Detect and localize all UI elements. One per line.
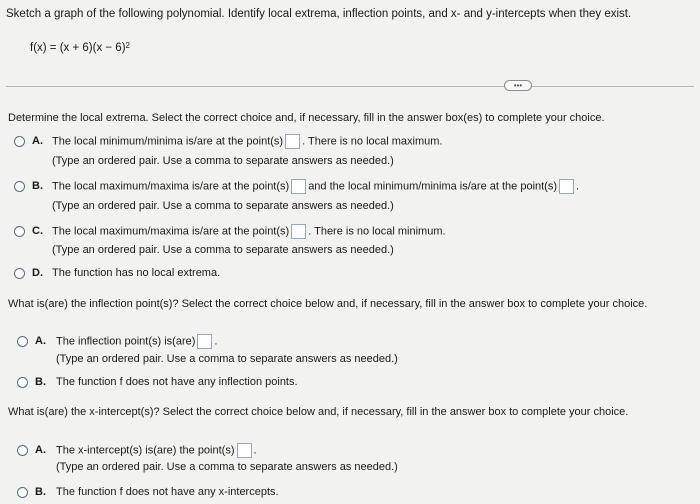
q1-option-a-radio[interactable] xyxy=(14,136,25,147)
problem-prompt: Sketch a graph of the following polynomial. Identify local extrema, inflection points, and x- and y-intercepts when they exist. xyxy=(6,8,632,20)
q1-option-b-post: . xyxy=(576,180,580,193)
q2-option-a-radio[interactable] xyxy=(17,336,28,347)
q3-option-b-letter: B. xyxy=(35,486,46,498)
q3-option-a-answer-box[interactable] xyxy=(237,443,252,458)
more-options-button[interactable]: ••• xyxy=(504,80,532,91)
formula-exponent: 2 xyxy=(125,41,130,50)
q1-option-b-answer-box-min[interactable] xyxy=(559,179,574,194)
q2-option-a-hint: (Type an ordered pair. Use a comma to separate answers as needed.) xyxy=(56,353,398,365)
question-local-extrema: Determine the local extrema. Select the correct choice and, if necessary, fill in the answer box(es) to complete your choice. xyxy=(8,112,605,124)
q2-option-a-pre: The inflection point(s) is(are) xyxy=(56,335,196,348)
q1-option-b-answer-box-max[interactable] xyxy=(291,179,306,194)
q2-option-a-post: . xyxy=(214,335,218,348)
q1-option-a-hint: (Type an ordered pair. Use a comma to separate answers as needed.) xyxy=(52,155,394,167)
q2-option-b-letter: B. xyxy=(35,376,46,388)
q1-option-c-radio[interactable] xyxy=(14,226,25,237)
q1-option-c-answer-box[interactable] xyxy=(291,224,306,239)
q3-option-a-text xyxy=(56,443,257,458)
q1-option-c-post: . There is no local minimum. xyxy=(308,225,446,238)
q1-option-d-text: The function has no local extrema. xyxy=(52,267,221,279)
q1-option-b-hint: (Type an ordered pair. Use a comma to separate answers as needed.) xyxy=(52,200,394,212)
q2-option-b-text: The function f does not have any inflection points. xyxy=(56,376,298,388)
q1-option-b-letter: B. xyxy=(32,180,43,192)
q1-option-d-letter: D. xyxy=(32,267,43,279)
problem-formula xyxy=(30,42,130,54)
q3-option-a-letter: A. xyxy=(35,444,46,456)
q1-option-c-letter: C. xyxy=(32,225,43,237)
q3-option-a-radio[interactable] xyxy=(17,445,28,456)
q1-option-b-mid: and the local minimum/minima is/are at the point(s) xyxy=(308,180,558,193)
question-inflection-points: What is(are) the inflection point(s)? Select the correct choice below and, if necessary, fill in the answer box to complete your choice. xyxy=(8,298,648,310)
q3-option-a-post: . xyxy=(253,444,257,457)
q3-option-a-hint: (Type an ordered pair. Use a comma to separate answers as needed.) xyxy=(56,461,398,473)
formula-base: f(x) = (x + 6)(x − 6) xyxy=(30,42,126,54)
q1-option-c-pre: The local maximum/maxima is/are at the point(s) xyxy=(52,225,290,238)
q1-option-a-text xyxy=(52,134,442,149)
q1-option-c-text xyxy=(52,224,446,239)
q2-option-a-answer-box[interactable] xyxy=(197,334,212,349)
q1-option-a-pre: The local minimum/minima is/are at the point(s) xyxy=(52,135,284,148)
q2-option-a-text xyxy=(56,334,217,349)
section-divider xyxy=(6,86,694,87)
q1-option-a-post: . There is no local maximum. xyxy=(302,135,443,148)
q1-option-c-hint: (Type an ordered pair. Use a comma to separate answers as needed.) xyxy=(52,244,394,256)
q3-option-a-pre: The x-intercept(s) is(are) the point(s) xyxy=(56,444,235,457)
q3-option-b-radio[interactable] xyxy=(17,487,28,498)
q2-option-a-letter: A. xyxy=(35,335,46,347)
q1-option-b-radio[interactable] xyxy=(14,181,25,192)
q1-option-b-pre: The local maximum/maxima is/are at the point(s) xyxy=(52,180,290,193)
q1-option-a-answer-box[interactable] xyxy=(285,134,300,149)
q1-option-d-radio[interactable] xyxy=(14,268,25,279)
q1-option-a-letter: A. xyxy=(32,135,43,147)
q3-option-b-text: The function f does not have any x-intercepts. xyxy=(56,486,279,498)
q2-option-b-radio[interactable] xyxy=(17,377,28,388)
question-x-intercepts: What is(are) the x-intercept(s)? Select the correct choice below and, if necessary, fill in the answer box to complete your choice. xyxy=(8,406,629,418)
q1-option-b-text xyxy=(52,179,579,194)
